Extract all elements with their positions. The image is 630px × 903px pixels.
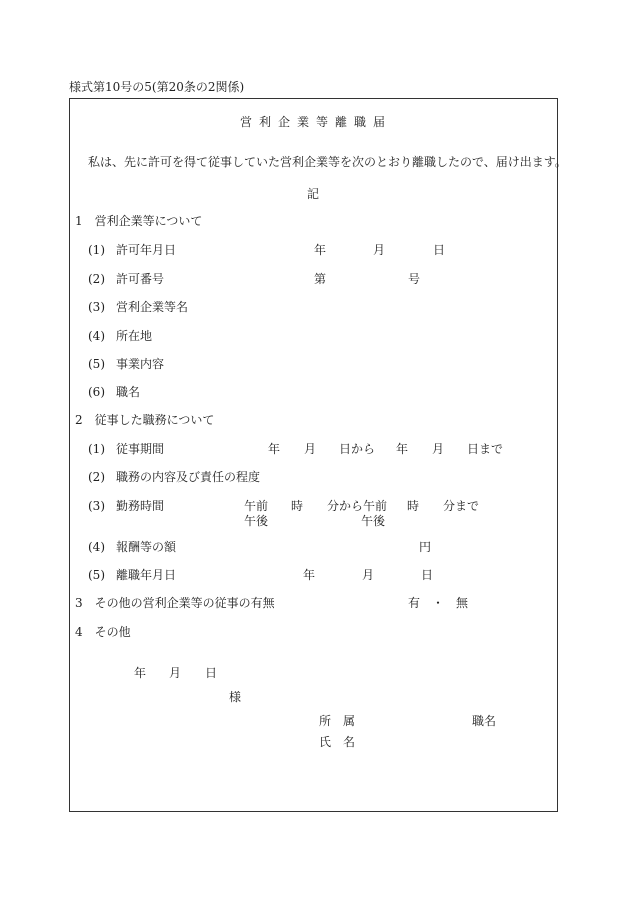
s2-item1-label: 従事期間	[116, 442, 165, 456]
s1-item4-label: 所在地	[116, 329, 153, 343]
s1-item3-label: 営利企業等名	[116, 300, 189, 314]
s2-item3-am1: 午前	[244, 499, 269, 513]
s2-item3-hour2: 時	[407, 499, 420, 513]
s2-item5-day: 日	[421, 568, 434, 582]
s1-item6-num: (6)	[88, 385, 105, 399]
s1-item1-num: (1)	[88, 243, 105, 257]
footer-job-title: 職名	[472, 714, 497, 728]
footer-affiliation: 所 属	[319, 714, 356, 728]
ki-label: 記	[307, 187, 320, 201]
s2-item2-num: (2)	[88, 470, 105, 484]
s1-item1-year: 年	[314, 243, 327, 257]
s2-item4-label: 報酬等の額	[116, 540, 177, 554]
s1-item1-day: 日	[433, 243, 446, 257]
s2-item5-num: (5)	[88, 568, 105, 582]
footer-month: 月	[169, 666, 182, 680]
s3-no: 無	[456, 596, 469, 610]
s2-item2-label: 職務の内容及び責任の程度	[116, 470, 261, 484]
s1-item2-num: (2)	[88, 272, 105, 286]
s1-item6-label: 職名	[116, 385, 141, 399]
s1-item2-go: 号	[408, 272, 421, 286]
s2-item3-min-from-am: 分から午前	[327, 499, 388, 513]
section2-heading: 2 従事した職務について	[75, 413, 215, 427]
s2-item4-num: (4)	[88, 540, 105, 554]
footer-year: 年	[134, 666, 147, 680]
footer-day: 日	[205, 666, 218, 680]
s1-item1-label: 許可年月日	[116, 243, 177, 257]
s3-dot: ・	[432, 596, 445, 610]
s2-item3-pm2: 午後	[361, 514, 386, 528]
s2-item3-label: 勤務時間	[116, 499, 165, 513]
s3-yes: 有	[408, 596, 421, 610]
statement: 私は、先に許可を得て従事していた営利企業等を次のとおり離職したので、届け出ます。	[88, 155, 567, 169]
footer-sama: 様	[229, 690, 242, 704]
s2-item1-year2: 年	[396, 442, 409, 456]
s2-item4-yen: 円	[419, 540, 432, 554]
s1-item5-num: (5)	[88, 357, 105, 371]
footer-name: 氏 名	[319, 735, 356, 749]
form-number: 様式第10号の5(第20条の2関係)	[69, 80, 245, 94]
s2-item1-num: (1)	[88, 442, 105, 456]
s2-item3-num: (3)	[88, 499, 105, 513]
s2-item5-month: 月	[362, 568, 375, 582]
s1-item2-label: 許可番号	[116, 272, 165, 286]
s1-item2-dai: 第	[314, 272, 327, 286]
s1-item1-month: 月	[373, 243, 386, 257]
s2-item3-min-until: 分まで	[443, 499, 480, 513]
s2-item5-year: 年	[303, 568, 316, 582]
s2-item3-pm1: 午後	[244, 514, 269, 528]
s1-item4-num: (4)	[88, 329, 105, 343]
s2-item1-year1: 年	[268, 442, 281, 456]
s1-item3-num: (3)	[88, 300, 105, 314]
s2-item3-hour1: 時	[291, 499, 304, 513]
section3-heading: 3 その他の営利企業等の従事の有無	[75, 596, 275, 610]
form-title: 営利企業等離職届	[240, 115, 393, 129]
s2-item1-month2: 月	[432, 442, 445, 456]
s2-item1-day-from: 日から	[339, 442, 376, 456]
s1-item5-label: 事業内容	[116, 357, 165, 371]
section4-heading: 4 その他	[75, 625, 131, 639]
s2-item1-month1: 月	[304, 442, 317, 456]
s2-item5-label: 離職年月日	[116, 568, 177, 582]
s2-item1-day-until: 日まで	[467, 442, 504, 456]
section1-heading: 1 営利企業等について	[75, 214, 203, 228]
